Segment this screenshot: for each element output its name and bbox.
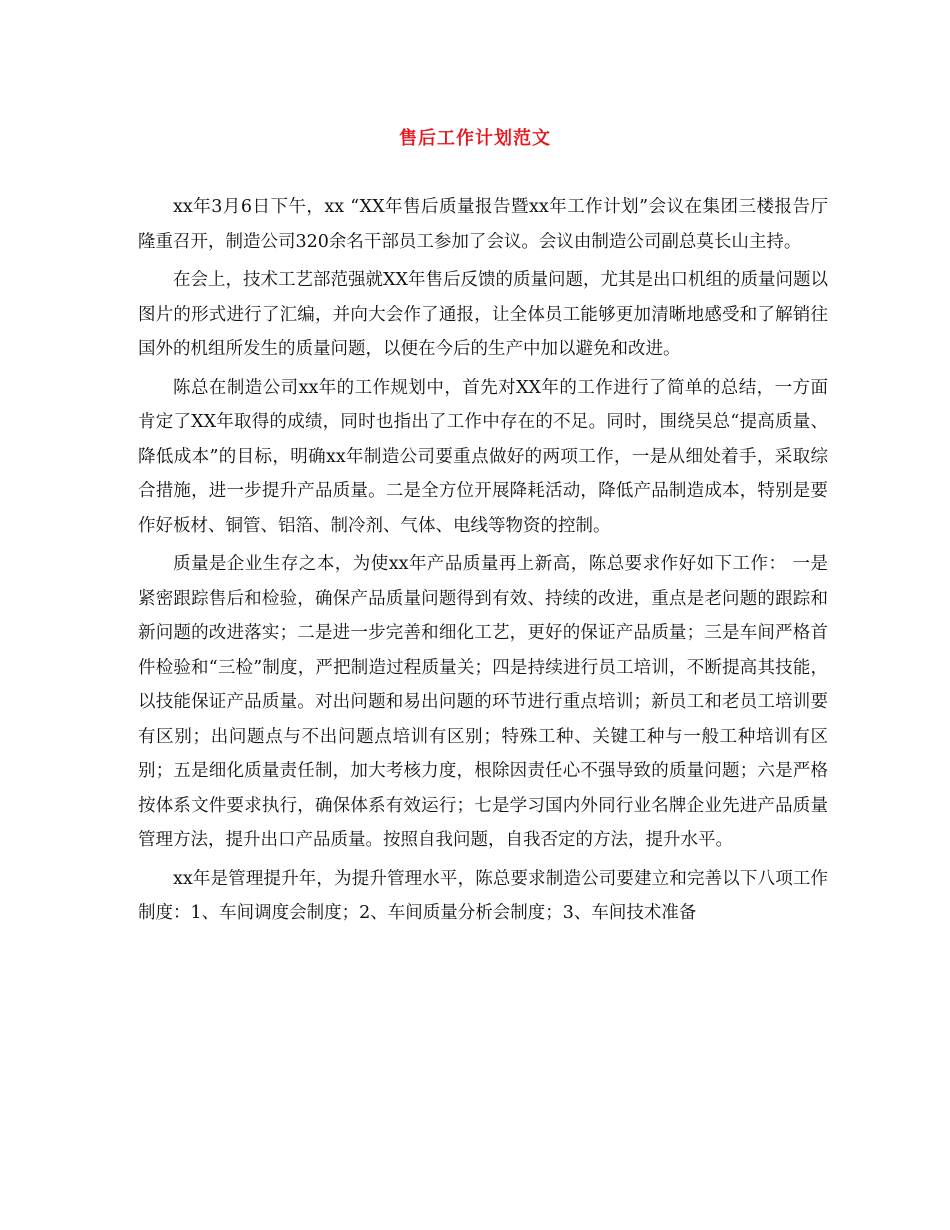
paragraph-1: xx年3月6日下午，xx “XX年售后质量报告暨xx年工作计划”会议在集团三楼报告厅隆重召开，制造公司320余名干部员工参加了会议。会议由制造公司副总莫长山主持。 bbox=[138, 197, 828, 252]
document-title: 售后工作计划范文 bbox=[399, 128, 551, 149]
paragraph-3: 陈总在制造公司xx年的工作规划中，首先对XX年的工作进行了简单的总结，一方面肯定了XX年取得的成绩，同时也指出了工作中存在的不足。同时，围绕吴总“提高质量、降低成本”的目标，明确xx年制造公司要重点做好的两项工作，一是从细处着手，采取综合措施，进一步提升产品质量。二是全方位开展降耗活动，降低产品制造成本，特别是要作好板材、铜管、铝箔、制冷剂、气体、电线等物资的控制。 bbox=[138, 377, 828, 536]
paragraph-4: 质量是企业生存之本，为使xx年产品质量再上新高，陈总要求作好如下工作： 一是紧密跟踪售后和检验，确保产品质量问题得到有效、持续的改进，重点是老问题的跟踪和新问题的改进落实；二是进一步完善和细化工艺，更好的保证产品质量；三是车间严格首件检验和“三检”制度，严把制造过程质量关；四是持续进行员工培训，不断提高其技能，以技能保证产品质量。对出问题和易出问题的环节进行重点培训；新员工和老员工培训要有区别；出问题点与不出问题点培训有区别；特殊工种、关键工种与一般工种培训有区别；五是细化质量责任制，加大考核力度，根除因责任心不强导致的质量问题；六是严格按体系文件要求执行，确保体系有效运行；七是学习国内外同行业名牌企业先进产品质量管理方法，提升出口产品质量。按照自我问题，自我否定的方法，提升水平。 bbox=[138, 554, 828, 850]
paragraph-5: xx年是管理提升年，为提升管理水平，陈总要求制造公司要建立和完善以下八项工作制度：1、车间调度会制度；2、车间质量分析会制度；3、车间技术准备 bbox=[138, 868, 828, 923]
document-body bbox=[138, 190, 828, 931]
paragraph-2: 在会上，技术工艺部范强就XX年售后反馈的质量问题，尤其是出口机组的质量问题以图片的形式进行了汇编，并向大会作了通报，让全体员工能够更加清晰地感受和了解销往国外的机组所发生的质量问题，以便在今后的生产中加以避免和改进。 bbox=[138, 270, 828, 359]
